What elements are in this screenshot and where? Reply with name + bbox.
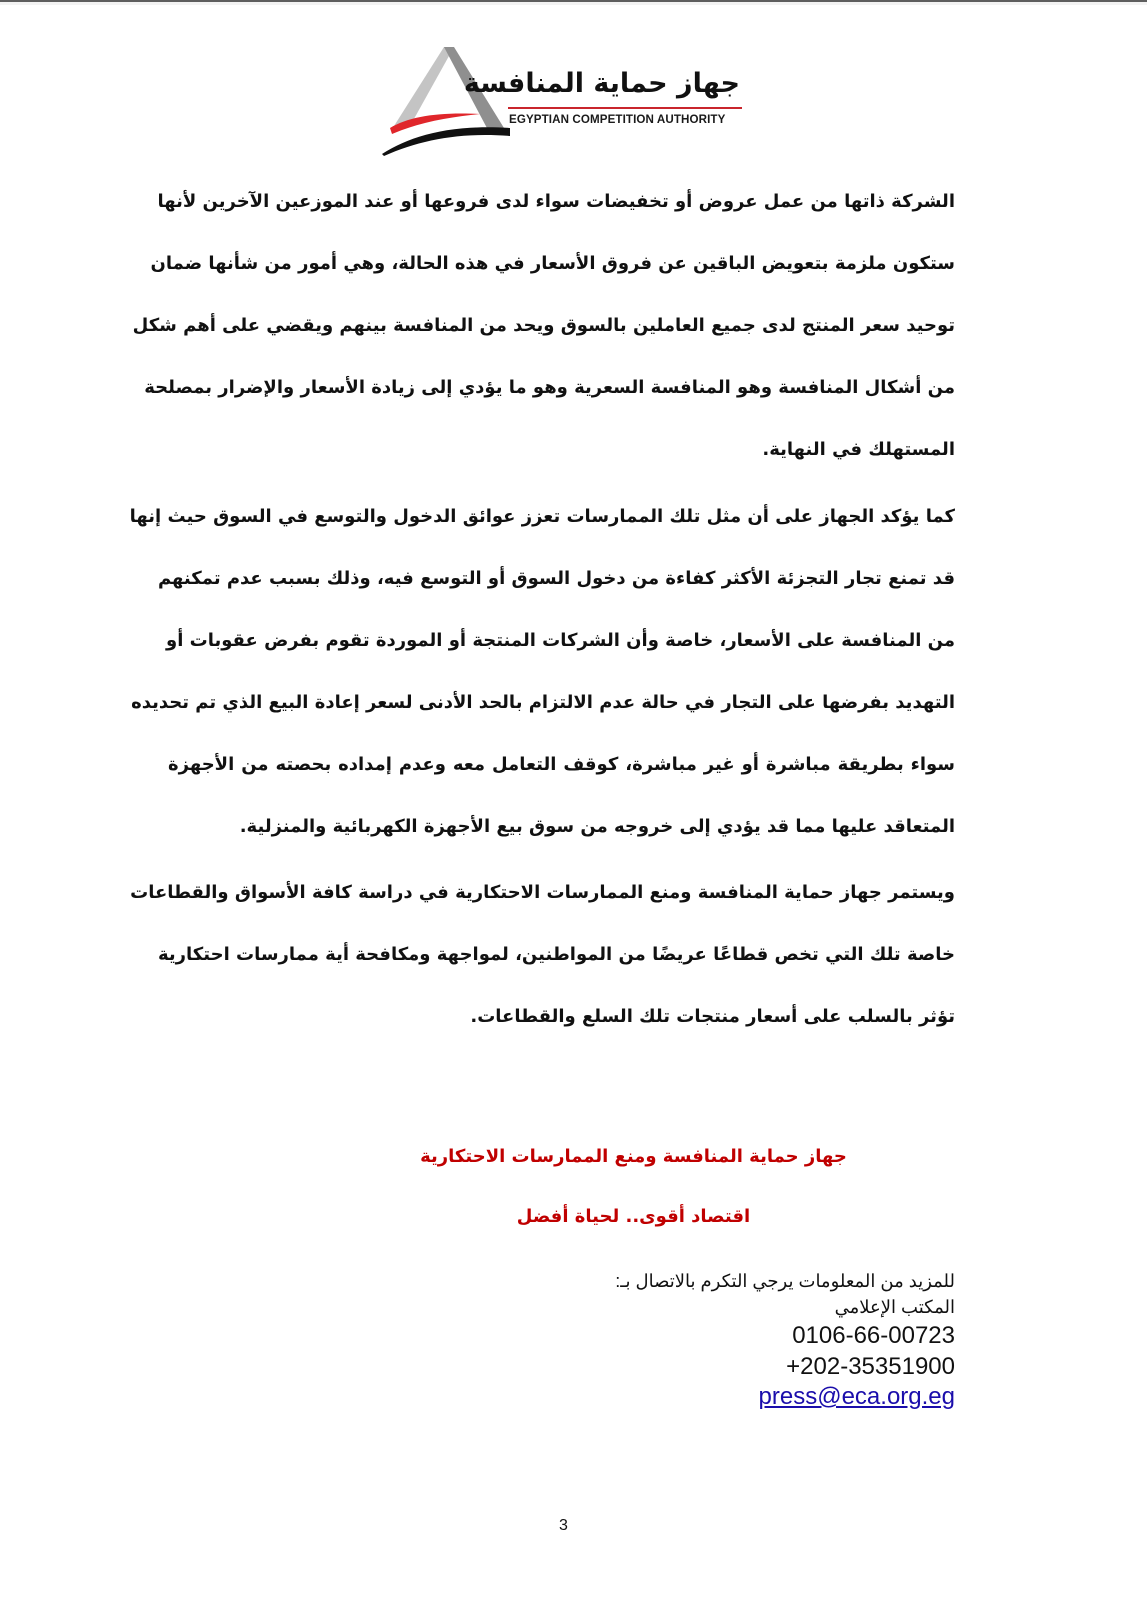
- page-top-shadow: [0, 2, 1147, 5]
- logo-english-name: EGYPTIAN COMPETITION AUTHORITY: [509, 113, 726, 126]
- paragraph-line: سواء بطريقة مباشرة أو غير مباشرة، كوقف التعامل معه وعدم إمداده بحصته من الأجهزة: [168, 754, 955, 775]
- paragraph-line: قد تمنع تجار التجزئة الأكثر كفاءة من دخول السوق أو التوسع فيه، وذلك بسبب عدم تمكنهم: [157, 568, 955, 589]
- eca-logo: [380, 44, 760, 159]
- logo-arabic-name: جهاز حماية المنافسة: [463, 68, 740, 99]
- page-number: 3: [559, 1517, 568, 1534]
- email-link[interactable]: press@eca.org.eg: [758, 1383, 955, 1410]
- paragraph-line: المستهلك في النهاية.: [762, 439, 955, 460]
- paragraph-line: ستكون ملزمة بتعويض الباقين عن فروق الأسعار في هذه الحالة، وهي أمور من شأنها ضمان: [150, 253, 955, 274]
- paragraph-line: من المنافسة على الأسعار، خاصة وأن الشركات المنتجة أو الموردة تقوم بفرض عقوبات أو: [166, 630, 955, 651]
- phone-number: +202-35351900: [786, 1353, 955, 1380]
- contact-block: [615, 1268, 955, 1412]
- paragraph-2: [129, 502, 955, 842]
- paragraph-line: الشركة ذاتها من عمل عروض أو تخفيضات سواء لدى فروعها أو عند الموزعين الآخرين لأنها: [157, 191, 955, 212]
- authority-name-footer: جهاز حماية المنافسة ومنع الممارسات الاحتكارية: [420, 1146, 847, 1167]
- paragraph-line: ويستمر جهاز حماية المنافسة ومنع الممارسات الاحتكارية في دراسة كافة الأسواق والقطاعات: [130, 882, 955, 903]
- paragraph-line: تؤثر بالسلب على أسعار منتجات تلك السلع والقطاعات.: [470, 1006, 955, 1027]
- authority-slogan: اقتصاد أقوى.. لحياة أفضل: [516, 1206, 751, 1227]
- paragraph-line: من أشكال المنافسة وهو المنافسة السعرية وهو ما يؤدي إلى زيادة الأسعار والإضرار بمصلحة: [144, 377, 955, 398]
- paragraph-3: [130, 878, 955, 1038]
- paragraph-1: [132, 187, 955, 467]
- paragraph-line: التهديد بفرضها على التجار في حالة عدم الالتزام بالحد الأدنى لسعر إعادة البيع الذي تم تحديده: [131, 692, 955, 713]
- contact-intro: للمزيد من المعلومات يرجي التكرم بالاتصال بـ:: [615, 1271, 955, 1291]
- paragraph-line: كما يؤكد الجهاز على أن مثل تلك الممارسات تعزز عوائق الدخول والتوسع في السوق حيث إنها: [129, 506, 955, 527]
- paragraph-line: خاصة تلك التي تخص قطاعًا عريضًا من المواطنين، لمواجهة ومكافحة أية ممارسات احتكارية: [157, 944, 955, 965]
- paragraph-line: توحيد سعر المنتج لدى جميع العاملين بالسوق ويحد من المنافسة بينهم ويقضي على أهم شكل: [132, 315, 955, 336]
- media-office-label: المكتب الإعلامي: [834, 1297, 955, 1317]
- logo-divider: [508, 107, 742, 109]
- paragraph-line: المتعاقد عليها مما قد يؤدي إلى خروجه من سوق بيع الأجهزة الكهربائية والمنزلية.: [239, 816, 955, 837]
- triangle-logo-icon: [380, 44, 510, 159]
- mobile-number: 0106-66-00723: [792, 1322, 955, 1349]
